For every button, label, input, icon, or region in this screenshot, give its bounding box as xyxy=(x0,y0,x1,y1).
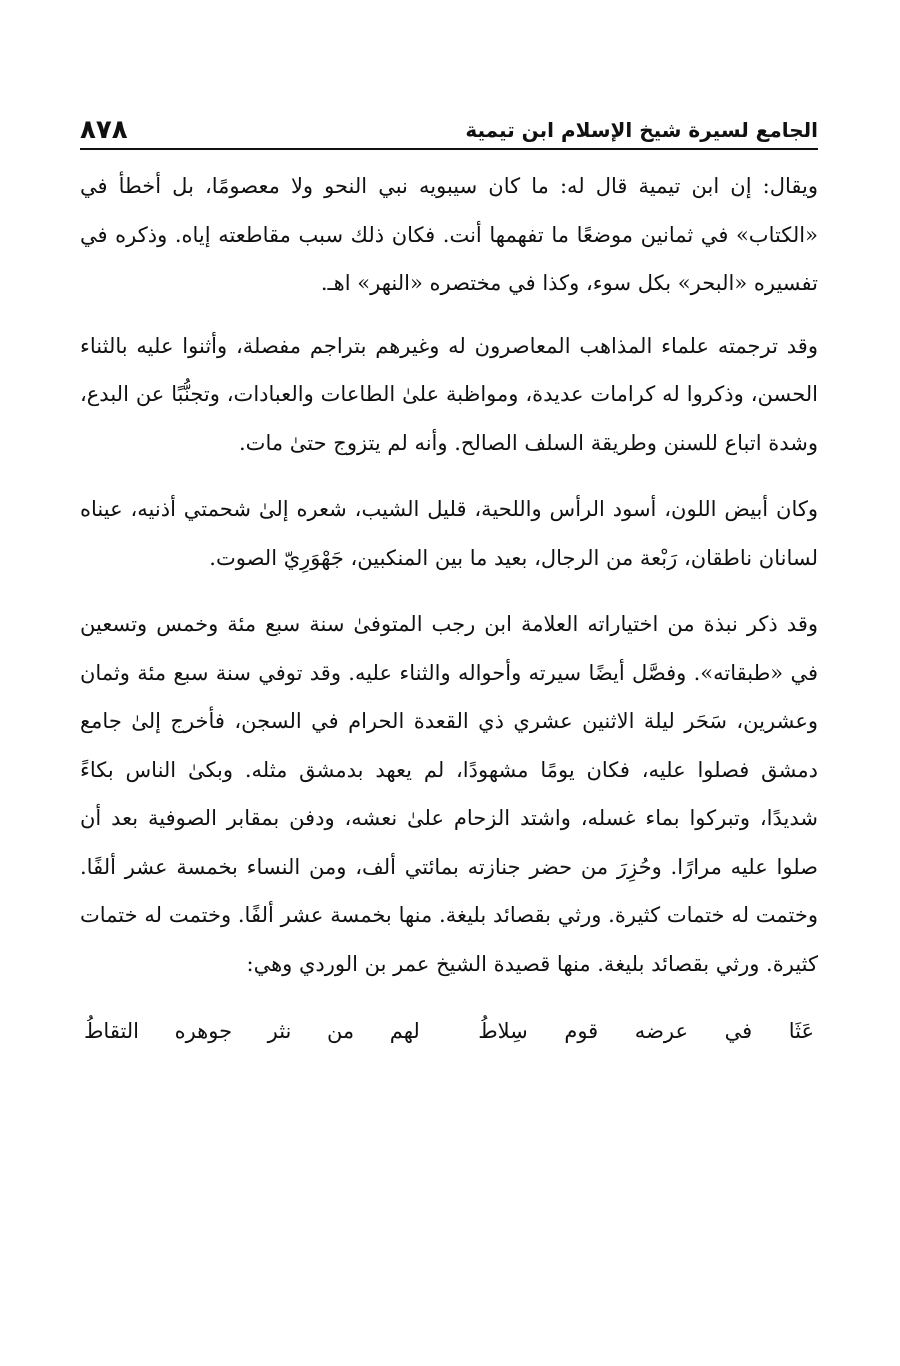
paragraph: وقد ذكر نبذة من اختياراته العلامة ابن رجب المتوفىٰ سنة سبع مئة وخمس وتسعين في «طبقاته». وفصَّل أيضًا سيرته وأحواله والثناء عليه. وقد توفي سنة سبع مئة وثمان وعشرين، سَحَر ليلة الاثنين عشري ذي القعدة الحرام في السجن، فأخرج إلىٰ جامع دمشق فصلوا عليه، فكان يومًا مشهودًا، لم يعهد بدمشق مثله. وبكىٰ الناس بكاءً شديدًا، وتبركوا بماء غسله، واشتد الزحام علىٰ نعشه، ودفن بمقابر الصوفية بعد أن صلوا عليه مرارًا. وحُزِرَ من حضر جنازته بمائتي ألف، ومن النساء بخمسة عشر ألفًا. وختمت له ختمات كثيرة. ورثي بقصائد بليغة. منها بخمسة عشر ألفًا. وختمت له ختمات كثيرة. ورثي بقصائد بليغة. منها قصيدة الشيخ عمر بن الوردي وهي: xyxy=(80,612,818,976)
paragraph: ويقال: إن ابن تيمية قال له: ما كان سيبويه نبي النحو ولا معصومًا، بل أخطأ في «الكتاب» في ثمانين موضعًا ما تفهمها أنت. فكان ذلك سبب مقاطعته إياه. وذكره في تفسيره «البحر» بكل سوء، وكذا في مختصره «النهر» اهـ. xyxy=(80,174,818,295)
page-number: ٨٧٨ xyxy=(80,115,128,145)
paragraph: وقد ترجمته علماء المذاهب المعاصرون له وغيرهم بتراجم مفصلة، وأثنوا عليه بالثناء الحسن، وذكروا له كرامات عديدة، ومواظبة علىٰ الطاعات والعبادات، وتجنُّبًا عن البدع، وشدة اتباع للسنن وطريقة السلف الصالح. وأنه لم يتزوج حتىٰ مات. xyxy=(80,333,818,455)
verse-first-hemistich: عَثَا في عرضه قوم سِلاطُ xyxy=(478,1019,814,1043)
book-page xyxy=(80,108,818,1056)
poem-verse xyxy=(80,1006,818,1056)
running-header xyxy=(80,108,818,150)
verse-second-hemistich: لهم من نثر جوهره التقاطُ xyxy=(84,1019,420,1043)
page-body xyxy=(80,162,818,1056)
paragraph: وكان أبيض اللون، أسود الرأس واللحية، قليل الشيب، شعره إلىٰ شحمتي أذنيه، عيناه لسانان ناطقان، رَبْعة من الرجال، بعيد ما بين المنكبين، جَهْوَرِيّ الصوت. xyxy=(80,497,818,570)
running-title: الجامع لسيرة شيخ الإسلام ابن تيمية xyxy=(465,118,818,142)
